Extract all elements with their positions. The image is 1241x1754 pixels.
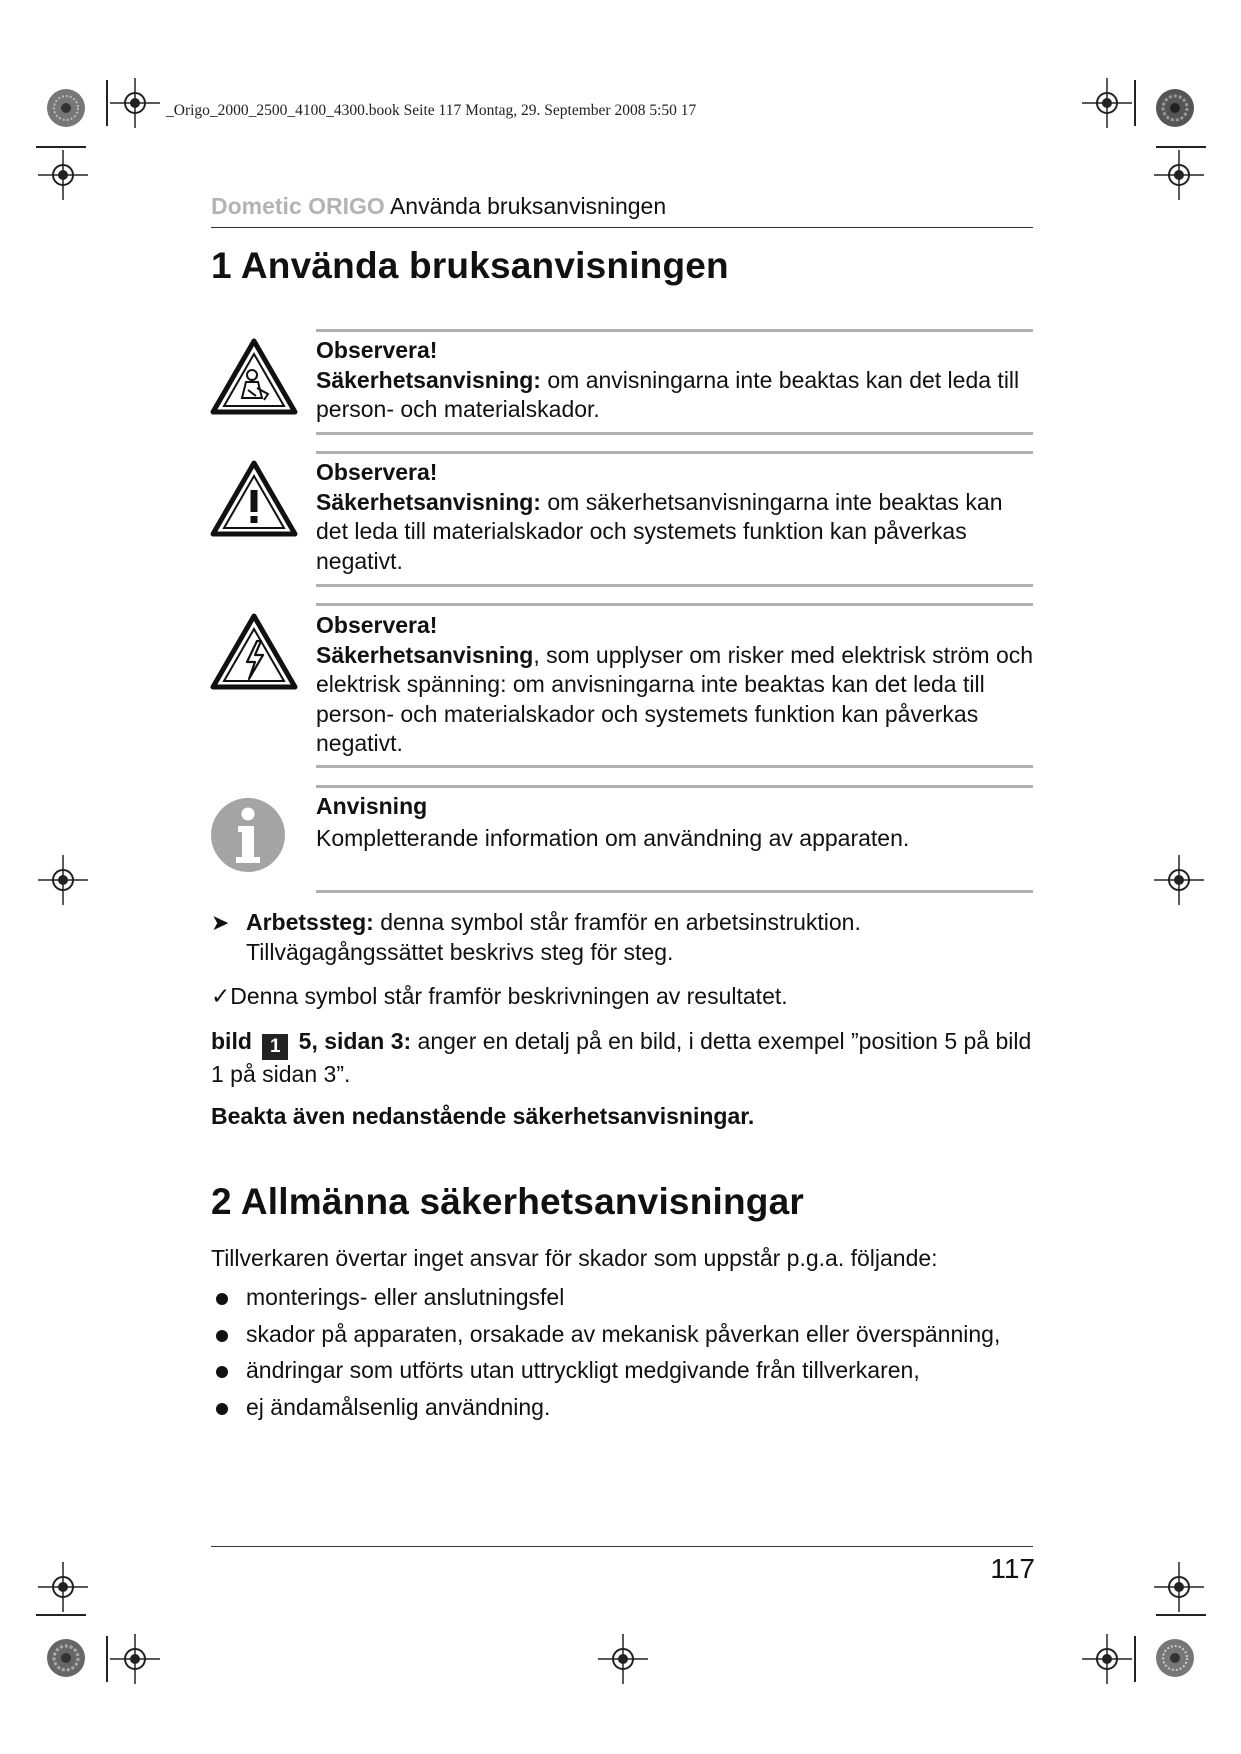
figure-ref-prefix: bild bbox=[211, 1028, 252, 1054]
registration-mark-icon bbox=[1082, 78, 1132, 128]
result-text: Denna symbol står framför beskrivningen av resultatet. bbox=[230, 983, 788, 1009]
bullet-icon bbox=[216, 1366, 228, 1378]
bullet-icon bbox=[216, 1403, 228, 1415]
list-item bbox=[211, 1356, 1041, 1386]
list-item-text: ändringar som utförts utan uttryckligt medgivande från tillverkaren, bbox=[246, 1357, 920, 1383]
notice-1-body: om anvisningarna inte beaktas kan det leda till person- och materialskador. bbox=[316, 366, 1020, 422]
trim-mark bbox=[106, 80, 108, 126]
color-rosette-icon bbox=[1155, 88, 1195, 128]
notice-1-title: Observera! bbox=[316, 337, 438, 363]
figure-ref-text: anger en detalj på en bild, i detta exempel ”position 5 på bild 1 på sidan 3”. bbox=[211, 1028, 1032, 1087]
trim-mark bbox=[36, 146, 86, 148]
figure-ref-label: 5, sidan 3: bbox=[292, 1028, 412, 1054]
info-bottom-rule bbox=[316, 890, 1033, 893]
notice-3-text bbox=[316, 611, 1036, 759]
trim-mark bbox=[36, 1614, 86, 1616]
section-2-heading: 2 Allmänna säkerhetsanvisningar bbox=[211, 1181, 804, 1222]
list-item bbox=[211, 1283, 1041, 1313]
bullet-icon bbox=[216, 1330, 228, 1342]
header-rule bbox=[211, 227, 1033, 228]
color-rosette-icon bbox=[46, 88, 86, 128]
step-body: denna symbol står framför en arbetsinstruktion. Tillvägagångssättet beskrivs steg för steg. bbox=[246, 909, 861, 965]
notice-1-text bbox=[316, 336, 1036, 425]
step-text bbox=[246, 908, 1046, 967]
list-item bbox=[211, 1320, 1041, 1350]
info-top-rule bbox=[316, 785, 1033, 788]
registration-mark-icon bbox=[110, 1634, 160, 1684]
trim-mark bbox=[106, 1636, 108, 1682]
notice-2-text bbox=[316, 458, 1036, 576]
color-rosette-icon bbox=[46, 1638, 86, 1678]
exclamation-warning-icon bbox=[210, 460, 298, 538]
step-arrow-icon: ➤ bbox=[211, 910, 230, 935]
list-item bbox=[211, 1393, 1041, 1423]
trim-mark bbox=[1134, 80, 1136, 126]
figure-reference bbox=[211, 1027, 1041, 1090]
running-header bbox=[211, 193, 666, 220]
registration-mark-icon bbox=[1154, 150, 1204, 200]
trim-mark bbox=[1134, 1636, 1136, 1682]
section-2-intro: Tillverkaren övertar inget ansvar för skador som uppstår p.g.a. följande: bbox=[211, 1245, 938, 1271]
safety-note bbox=[211, 1102, 1041, 1132]
registration-mark-icon bbox=[38, 150, 88, 200]
personal-injury-warning-icon bbox=[210, 338, 298, 416]
notice-3-bottom-rule bbox=[316, 765, 1033, 768]
notice-2-top-rule bbox=[316, 451, 1033, 454]
check-icon: ✓ bbox=[211, 983, 231, 1009]
liability-list bbox=[211, 1283, 1041, 1429]
notice-3-title: Observera! bbox=[316, 612, 438, 638]
color-rosette-icon bbox=[1155, 1638, 1195, 1678]
header-brand: Dometic ORIGO bbox=[211, 193, 385, 219]
section-1-heading: 1 Använda bruksanvisningen bbox=[211, 245, 729, 286]
page-number: 117 bbox=[990, 1553, 1035, 1584]
notice-3-body: , som upplyser om risker med elektrisk ström och elektrisk spänning: om anvisningarna inte beaktas kan det leda till person- och materialskador och systemets funktion kan påverkas negativt. bbox=[316, 641, 1034, 756]
registration-mark-icon bbox=[38, 1562, 88, 1612]
list-item-text: skador på apparaten, orsakade av mekanisk påverkan eller överspänning, bbox=[246, 1320, 1001, 1347]
registration-mark-icon bbox=[1154, 1562, 1204, 1612]
trim-mark bbox=[1156, 146, 1206, 148]
bullet-icon bbox=[216, 1293, 228, 1305]
info-text bbox=[316, 792, 1036, 853]
step-label: Arbetssteg: bbox=[246, 909, 374, 935]
notice-2-label: Säkerhetsanvisning: bbox=[316, 488, 541, 515]
trim-mark bbox=[1156, 1614, 1206, 1616]
notice-2-body: om säkerhetsanvisningarna inte beaktas kan det leda till materialskador och systemets funktion kan påverkas negativt. bbox=[316, 488, 1003, 574]
notice-2-title: Observera! bbox=[316, 459, 438, 485]
registration-mark-icon bbox=[598, 1634, 648, 1684]
info-title: Anvisning bbox=[316, 793, 428, 819]
registration-mark-icon bbox=[38, 855, 88, 905]
header-title: Använda bruksanvisningen bbox=[389, 193, 667, 219]
notice-1-bottom-rule bbox=[316, 432, 1033, 435]
footer-rule bbox=[211, 1546, 1033, 1547]
registration-mark-icon bbox=[1082, 1634, 1132, 1684]
notice-3-label: Säkerhetsanvisning bbox=[316, 641, 534, 668]
notice-3-top-rule bbox=[316, 603, 1033, 606]
print-metadata: _Origo_2000_2500_4100_4300.book Seite 117 Montag, 29. September 2008 5:50 17 bbox=[166, 102, 697, 119]
figure-number-badge: 1 bbox=[262, 1034, 288, 1060]
notice-1-label: Säkerhetsanvisning: bbox=[316, 366, 541, 393]
electric-hazard-icon bbox=[210, 613, 298, 691]
registration-mark-icon bbox=[110, 78, 160, 128]
safety-note-text: Beakta även nedanstående säkerhetsanvisningar. bbox=[211, 1103, 755, 1129]
notice-1-top-rule bbox=[316, 329, 1033, 332]
info-icon bbox=[210, 797, 286, 873]
info-body: Kompletterande information om användning av apparaten. bbox=[316, 824, 910, 851]
list-item-text: monterings- eller anslutningsfel bbox=[246, 1284, 565, 1310]
list-item-text: ej ändamålsenlig användning. bbox=[246, 1393, 551, 1420]
result-line bbox=[211, 982, 1041, 1012]
notice-2-bottom-rule bbox=[316, 584, 1033, 587]
registration-mark-icon bbox=[1154, 855, 1204, 905]
